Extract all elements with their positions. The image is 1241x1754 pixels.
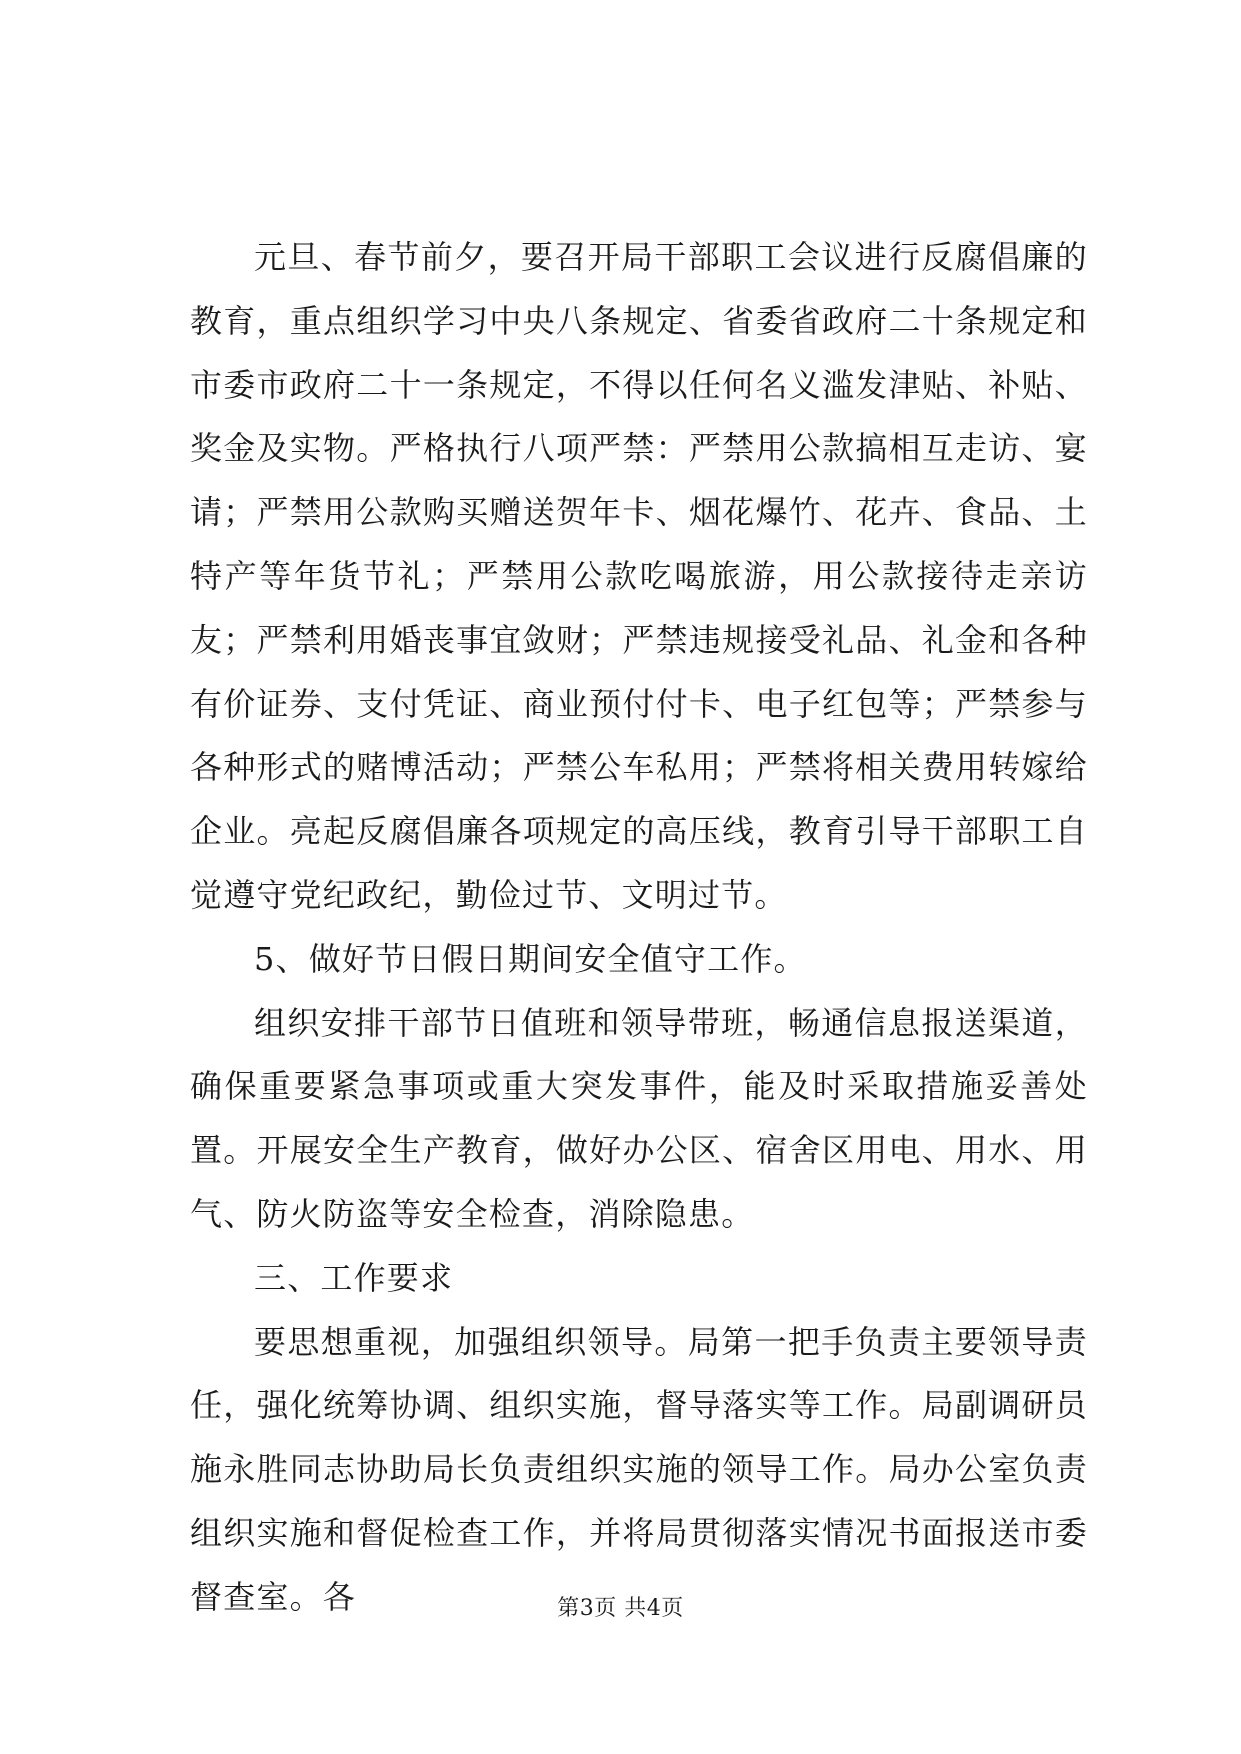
paragraph-duty-arrangement: 组织安排干部节日值班和领导带班，畅通信息报送渠道，确保重要紧急事项或重大突发事件，能及时采取措施妥善处置。开展安全生产教育，做好办公区、宿舍区用电、用水、用气、防火防盗等安全检查，消除隐患。 bbox=[190, 1003, 1088, 1233]
paragraph-festival-discipline: 元旦、春节前夕，要召开局干部职工会议进行反腐倡廉的教育，重点组织学习中央八条规定、省委省政府二十条规定和市委市政府二十一条规定，不得以任何名义滥发津贴、补贴、奖金及实物。严格执行八项严禁：严禁用公款搞相互走访、宴请；严禁用公款购买赠送贺年卡、烟花爆竹、花卉、食品、土特产等年货节礼；严禁用公款吃喝旅游，用公款接待走亲访友；严禁利用婚丧事宜敛财；严禁违规接受礼品、礼金和各种有价证券、支付凭证、商业预付付卡、电子红包等；严禁参与各种形式的赌博活动；严禁公车私用；严禁将相关费用转嫁给企业。亮起反腐倡廉各项规定的高压线，教育引导干部职工自觉遵守党纪政纪，勤俭过节、文明过节。 bbox=[190, 238, 1088, 914]
section-3-heading: 三、工作要求 bbox=[254, 1258, 454, 1297]
document-body bbox=[190, 226, 1088, 1630]
paragraph-work-requirements: 要思想重视，加强组织领导。局第一把手负责主要领导责任，强化统筹协调、组织实施，督导落实等工作。局副调研员施永胜同志协助局长负责组织实施的领导工作。局办公室负责组织实施和督促检查工作，并将局贯彻落实情况书面报送市委督查室。各 bbox=[190, 1322, 1088, 1616]
page-number-footer: 第3页 共4页 bbox=[557, 1596, 684, 1621]
item-5-heading: 5、做好节日假日期间安全值守工作。 bbox=[254, 939, 807, 978]
